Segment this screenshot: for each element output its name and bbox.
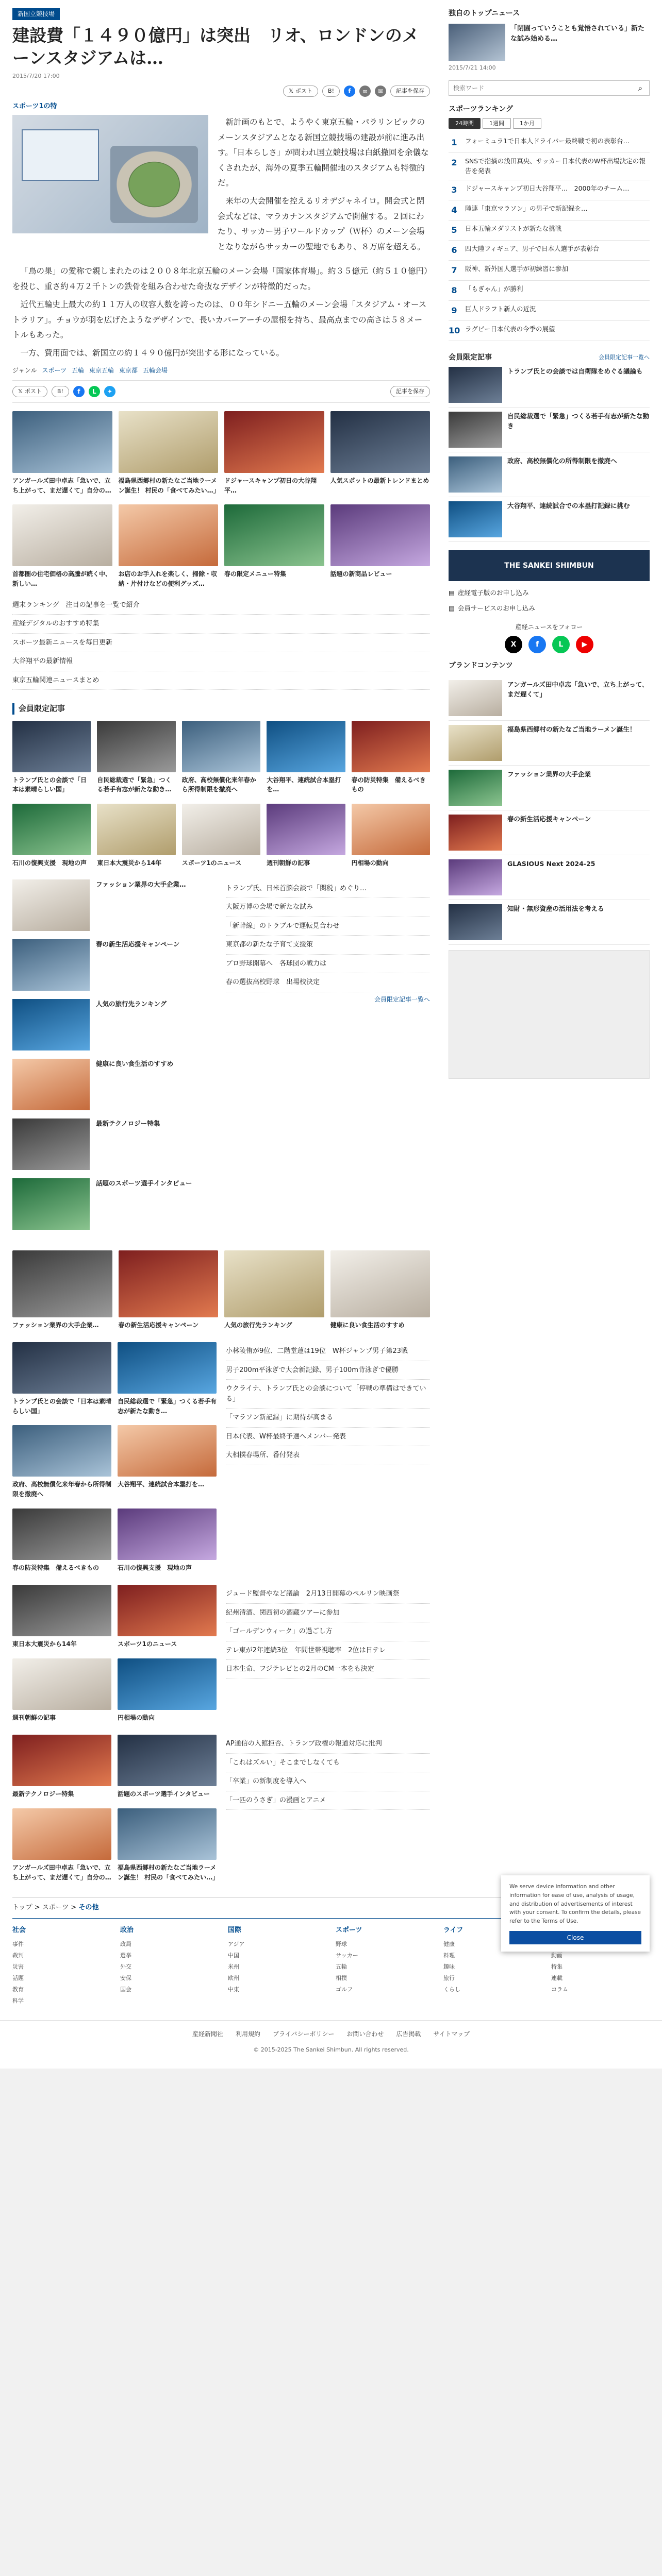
- card-thumbnail: [449, 412, 502, 448]
- small-grid: [12, 1342, 217, 1572]
- card-thumbnail: [118, 1658, 217, 1710]
- article-figure: [12, 115, 208, 258]
- article-kicker[interactable]: スポーツ1の特: [12, 103, 57, 111]
- left-card-column: [12, 1585, 217, 1722]
- publish-time: 2015/7/20 17:00: [12, 73, 60, 80]
- ranking-item[interactable]: 1 フォーミュラ1で日本人ドライバー最終戦で初の表彰台…: [449, 133, 650, 153]
- promo-card[interactable]: ファッション業界の大手企業…: [12, 1250, 112, 1330]
- card-thumbnail: [449, 770, 502, 806]
- small-card[interactable]: アンガールズ田中卓志「急いで、立ち上がって、まだ遅くて」自分の…: [12, 1808, 111, 1882]
- related-card[interactable]: 首都圏の住宅価格の高騰が続く中、新しい…: [12, 504, 112, 588]
- list-item[interactable]: 日本代表、W杯最終予選へメンバー発表: [226, 1428, 430, 1447]
- ranking-item[interactable]: 8 「もぎゃん」が勝利: [449, 281, 650, 301]
- promo-grid: [12, 1250, 430, 1330]
- list-item[interactable]: 東京五輪関連ニュースまとめ: [12, 671, 430, 690]
- card-thumbnail: [352, 721, 430, 772]
- card-thumbnail: [449, 815, 502, 851]
- card-thumbnail: [182, 804, 260, 855]
- small-card[interactable]: 春の防災特集 備えるべきもの: [12, 1509, 111, 1573]
- mini-card[interactable]: 最新テクノロジー特集: [12, 1118, 217, 1170]
- side-top-heading: 独自のトップニュース: [449, 9, 520, 18]
- youtube-icon[interactable]: ▶: [576, 636, 593, 653]
- card-thumbnail: [12, 1585, 111, 1636]
- list-item[interactable]: 春の選抜高校野球 出場校決定: [226, 973, 430, 992]
- search-icon: ⌕: [638, 83, 643, 93]
- x-icon[interactable]: X: [505, 636, 522, 653]
- follow-icons: [449, 636, 650, 653]
- breadcrumb: トップ > スポーツ > その他: [12, 1897, 650, 1918]
- x-icon: 𝕏: [18, 388, 23, 395]
- mini-card[interactable]: 春の新生活応援キャンペーン: [12, 939, 217, 991]
- small-card[interactable]: 政府、高校無償化来年春から所得制限を撤廃へ: [12, 1425, 111, 1499]
- document-icon: ▤: [449, 604, 455, 613]
- card-thumbnail: [182, 721, 260, 772]
- tag-link[interactable]: 五輪会場: [143, 366, 168, 374]
- list-item[interactable]: トランプ氏、日米首脳会談で「関税」めぐり…: [226, 879, 430, 899]
- article-top: [12, 115, 430, 258]
- card-thumbnail: [12, 1735, 111, 1786]
- article-paragraph: 来年の大会開催を控えるリオデジャネイロ。開会式と閉会式などは、マラカナンスタジアムで開催する。２回にわたり、サッカー男子ワールドカップ（Ｗ杯）のメーン会場となりながらサッカーの聖地でもあり、８万席を超える。: [218, 196, 425, 251]
- left-card-column: [12, 1735, 217, 1882]
- hatena-button[interactable]: B!: [52, 386, 69, 397]
- small-grid: [12, 1585, 217, 1722]
- side-card[interactable]: 福島県西郷村の新たなご当地ラーメン誕生！: [449, 721, 650, 766]
- save-article-button[interactable]: 記事を保存: [390, 86, 430, 97]
- member-card[interactable]: 政府、高校無償化来年春から所得制限を撤廃へ: [182, 721, 260, 794]
- related-card[interactable]: アンガールズ田中卓志「急いで、立ち上がって、まだ遅くて」自分の…: [12, 411, 112, 495]
- list-item[interactable]: 「卒業」の新制度を導入へ: [226, 1772, 430, 1791]
- ranking-item[interactable]: 10 ラグビー日本代表の今季の展望: [449, 321, 650, 341]
- small-card[interactable]: 円相場の動向: [118, 1658, 217, 1723]
- article-headline: 建設費「１４９０億円」は突出 リオ、ロンドンのメーンスタジアムは…: [12, 25, 419, 68]
- card-thumbnail: [12, 411, 112, 473]
- article-lead: [218, 115, 430, 258]
- breadcrumb-item[interactable]: トップ: [12, 1904, 32, 1912]
- member-card[interactable]: 大谷翔平、連続試合本塁打を…: [267, 721, 345, 794]
- card-thumbnail: [12, 1808, 111, 1860]
- list-item[interactable]: テレ東が2年連続3位 年間世帯視聴率 2位は日テレ: [226, 1641, 430, 1660]
- footer-col: ライフ 健康 料理 趣味 旅行 くらし: [443, 1926, 464, 1993]
- main-column: [12, 8, 430, 1882]
- ranking-list: [449, 133, 650, 341]
- list-item[interactable]: 小林陵侑が9位、二階堂蓮は19位 W杯ジャンプ男子第23戦: [226, 1342, 430, 1361]
- share-bar-top: [12, 86, 430, 97]
- footer-col: 動画 特集 連載 コラム: [551, 1952, 568, 1993]
- list-item[interactable]: 「一匹のうさぎ」の漫画とアニメ: [226, 1791, 430, 1810]
- news-list: [226, 1735, 430, 1810]
- save-article-button[interactable]: 記事を保存: [390, 386, 430, 397]
- search-input[interactable]: [449, 81, 632, 95]
- card-thumbnail: [118, 1509, 217, 1560]
- card-thumbnail: [449, 24, 505, 61]
- list-item[interactable]: 「マラソン新記録」に期待が高まる: [226, 1409, 430, 1428]
- small-card[interactable]: 自民総裁選で「緊急」つくる若手有志が新たな動き…: [118, 1342, 217, 1416]
- card-thumbnail: [118, 1342, 217, 1394]
- site-plan-drawing: [22, 129, 99, 181]
- bluesky-icon[interactable]: ✦: [104, 386, 115, 397]
- side-card[interactable]: GLASIOUS Next 2024-25: [449, 855, 650, 900]
- tab-24h[interactable]: 24時間: [449, 118, 481, 129]
- list-item[interactable]: 大谷翔平の最新情報: [12, 652, 430, 671]
- article-paragraph: 新計画のもとで、ようやく東京五輪・パラリンピックのメーンスタジアムとなる新国立競技場の建設が前に進み出す。「日本らしさ」が問われ国立競技場は白紙撤回を余儀なくされたが、海外の夏季五輪開催地のスタジアムも特徴的だ。: [218, 117, 429, 188]
- line-icon[interactable]: L: [89, 386, 100, 397]
- list-item[interactable]: プロ野球開幕へ 各球団の戦力は: [226, 955, 430, 974]
- side-card[interactable]: アンガールズ田中卓志「急いで、立ち上がって、まだ遅くて」: [449, 676, 650, 721]
- ranking-item[interactable]: 3 ドジャースキャンプ初日大谷翔平… 2000年のチーム…: [449, 180, 650, 200]
- small-card[interactable]: 石川の復興支援 現地の声: [118, 1509, 217, 1573]
- article-paragraph: 「鳥の巣」の愛称で親しまれたのは２００８年北京五輪のメーン会場「国家体育場」。約３５億元（約５１０億円）を投じ、重さ約４万２千トンの鉄骨を組み合わせた奇抜なデザインが特徴的だった。: [12, 266, 428, 291]
- card-thumbnail: [449, 367, 502, 403]
- card-thumbnail: [224, 1250, 324, 1317]
- side-card[interactable]: 知財・無形資産の活用法を考える: [449, 900, 650, 945]
- card-thumbnail: [12, 1425, 111, 1477]
- list-item[interactable]: 紀州清酒、関西初の酒蔵ツアーに参加: [226, 1604, 430, 1623]
- card-thumbnail: [119, 504, 219, 566]
- news-list: [226, 1342, 430, 1465]
- stadium-render: [110, 146, 198, 223]
- ranking-item[interactable]: 7 阪神、新外国人選手が初練習に参加: [449, 261, 650, 281]
- share-bar-bottom: [12, 380, 430, 403]
- document-icon: ▤: [449, 589, 455, 597]
- small-card[interactable]: 福島県西郷村の新たなご当地ラーメン誕生！ 村民の「食べてみたい…」: [118, 1808, 217, 1882]
- mail-icon[interactable]: ✉: [375, 86, 386, 97]
- article-tags: [12, 366, 430, 375]
- related-card[interactable]: 人気スポットの最新トレンドまとめ: [330, 411, 431, 495]
- card-thumbnail: [449, 680, 502, 716]
- facebook-icon[interactable]: f: [73, 386, 85, 397]
- side-feature-list: [449, 363, 650, 542]
- tab-1month[interactable]: 1か月: [513, 118, 541, 129]
- tag-link[interactable]: スポーツ: [42, 366, 67, 374]
- promo-card[interactable]: 春の新生活応援キャンペーン: [119, 1250, 219, 1330]
- footer-link[interactable]: 産経新聞社: [192, 2030, 223, 2038]
- right-list-column: [226, 1342, 430, 1572]
- tag-link[interactable]: 東京都: [119, 366, 138, 374]
- cookie-close-button[interactable]: Close: [509, 1931, 641, 1944]
- related-card[interactable]: 春の限定メニュー特集: [224, 504, 324, 588]
- card-thumbnail: [330, 411, 431, 473]
- card-thumbnail: [119, 1250, 219, 1317]
- small-card[interactable]: 東日本大震災から14年: [12, 1585, 111, 1649]
- small-card[interactable]: 週刊朝鮮の記事: [12, 1658, 111, 1723]
- line-icon[interactable]: L: [552, 636, 570, 653]
- member-card[interactable]: 週刊朝鮮の記事: [267, 804, 345, 868]
- related-card[interactable]: ドジャースキャンプ初日の大谷翔平…: [224, 411, 324, 495]
- card-thumbnail: [352, 804, 430, 855]
- list-item[interactable]: 東京都の新たな子育て支援策: [226, 936, 430, 955]
- card-thumbnail: [267, 721, 345, 772]
- copyright: © 2015-2025 The Sankei Shimbun. All rights reserved.: [253, 2046, 409, 2054]
- member-grid: [12, 721, 430, 868]
- footer-link[interactable]: 利用規約: [235, 2030, 260, 2038]
- small-card[interactable]: トランプ氏との会談で「日本は素晴らしい国」: [12, 1342, 111, 1416]
- content-two-col-2: [12, 1342, 430, 1572]
- ranking-header: [449, 104, 650, 114]
- footer-col: 政治 政局 選挙 外交 安保 国会: [120, 1926, 134, 1993]
- mini-card[interactable]: ファッション業界の大手企業…: [12, 879, 217, 931]
- card-thumbnail: [12, 879, 90, 931]
- footer-link[interactable]: 広告掲載: [396, 2030, 421, 2038]
- cookie-text: We serve device information and other information for ease of use, analysis of usage, and distribution of advertisements of interest with your consent. To confirm the details, please refer to the Terms of Use.: [509, 1884, 641, 1925]
- list-item[interactable]: 産経デジタルのおすすめ特集: [12, 615, 430, 634]
- card-thumbnail: [330, 1250, 431, 1317]
- ranking-item[interactable]: 4 陸連「東京マラソン」の男子で新記録を…: [449, 200, 650, 221]
- follow-text: 産経ニュースをフォロー: [515, 623, 583, 631]
- search-box: [449, 80, 650, 96]
- side-feature-header: [449, 352, 650, 363]
- sidebar: [449, 8, 650, 1882]
- x-post-button[interactable]: 𝕏 ポスト: [12, 386, 47, 397]
- mini-card[interactable]: 話題のスポーツ選手インタビュー: [12, 1178, 217, 1230]
- news-list: [226, 879, 430, 992]
- card-thumbnail: [449, 904, 502, 940]
- small-card[interactable]: 最新テクノロジー特集: [12, 1735, 111, 1799]
- list-item[interactable]: 「ゴールデンウィーク」の過ごし方: [226, 1622, 430, 1641]
- card-thumbnail: [97, 804, 175, 855]
- hatena-button[interactable]: B!: [322, 86, 340, 97]
- tag-link[interactable]: 五輪: [72, 366, 85, 374]
- list-item[interactable]: 大相撲春場所、番付発表: [226, 1446, 430, 1465]
- card-thumbnail: [12, 999, 90, 1050]
- footer-link[interactable]: プライバシーポリシー: [272, 2030, 335, 2038]
- right-list-column: [226, 1735, 430, 1882]
- card-thumbnail: [12, 1658, 111, 1710]
- card-thumbnail: [12, 1059, 90, 1110]
- related-card[interactable]: お店のお手入れを楽しく、掃除・収納・片付けなどの便利グッズ…: [119, 504, 219, 588]
- small-grid: [12, 1735, 217, 1882]
- mini-card[interactable]: 健康に良い食生活のすすめ: [12, 1059, 217, 1110]
- card-thumbnail: [118, 1425, 217, 1477]
- side-card[interactable]: ファッション業界の大手企業: [449, 766, 650, 810]
- side-feature-heading: 会員限定記事: [449, 353, 492, 362]
- card-thumbnail: [224, 504, 324, 566]
- card-thumbnail: [12, 721, 91, 772]
- footer-col: 国際 アジア 中国 米州 欧州 中東: [228, 1926, 245, 1993]
- right-list-column: [226, 879, 430, 1238]
- member-card[interactable]: トランプ氏との会談で「日本は素晴らしい国」: [12, 721, 91, 794]
- card-thumbnail: [118, 1735, 217, 1786]
- breadcrumb-item: その他: [78, 1904, 99, 1912]
- card-thumbnail: [330, 504, 431, 566]
- card-thumbnail: [97, 721, 175, 772]
- cookie-notice: [501, 1875, 650, 1952]
- member-link[interactable]: ▤ 会員サービスのお申し込み: [449, 601, 650, 616]
- x-post-button[interactable]: 𝕏 ポスト: [283, 86, 318, 97]
- ranking-item[interactable]: 5 日本五輪メダリストが新たな挑戦: [449, 221, 650, 241]
- list-item[interactable]: 日本生命、フジテレビとの2月のCM一本をも決定: [226, 1660, 430, 1679]
- member-more-link[interactable]: 会員限定記事一覧へ: [374, 995, 430, 1003]
- list-item[interactable]: 「これはズルい」そこまでしなくても: [226, 1754, 430, 1773]
- search-button[interactable]: [632, 81, 649, 95]
- tab-1week[interactable]: 1週間: [483, 118, 511, 129]
- content-two-col-3: [12, 1585, 430, 1722]
- list-item[interactable]: AP通信の入館拒否、トランプ政権の報道対応に批判: [226, 1735, 430, 1754]
- list-item[interactable]: 大阪万博の会場で新たな試み: [226, 898, 430, 917]
- sankei-banner[interactable]: THE SANKEI SHIMBUN: [449, 550, 650, 581]
- article-paragraph: 近代五輪史上最大の約１１万人の収容人数を誇ったのは、００年シドニー五輪のメーン会場「スタジアム・オーストラリア」。チョウが羽を広げたようなデザインで、長いカバーアーチの屋根を持ち、最高点までの高さは５８メートルもあった。: [12, 300, 427, 340]
- ranking-item[interactable]: 9 巨人ドラフト新人の近況: [449, 301, 650, 321]
- member-card[interactable]: 東日本大震災から14年: [97, 804, 175, 868]
- member-card[interactable]: 春の防災特集 備えるべきもの: [352, 721, 430, 794]
- footer-link[interactable]: お問い合わせ: [346, 2030, 384, 2038]
- side-card[interactable]: 政府、高校無償化の所得制限を撤廃へ: [449, 452, 650, 497]
- ranking-item[interactable]: 2 SNSで指摘の浅田真央、サッカー日本代表のW杯出場決定の報告を発表: [449, 153, 650, 180]
- side-top-time: 2015/7/21 14:00: [449, 64, 496, 72]
- footer-bottom: [0, 2020, 662, 2069]
- related-card[interactable]: 福島県西郷村の新たなご当地ラーメン誕生！ 村民の「食べてみたい…」: [119, 411, 219, 495]
- subscribe-link[interactable]: ▤ 産経電子版のお申し込み: [449, 585, 650, 601]
- promo-card[interactable]: 健康に良い食生活のすすめ: [330, 1250, 431, 1330]
- list-item[interactable]: 「新幹線」のトラブルで運転見合わせ: [226, 917, 430, 936]
- footer-col: スポーツ 野球 サッカー 五輪 相撲 ゴルフ: [336, 1926, 362, 1993]
- left-card-column: [12, 879, 217, 1238]
- list-item[interactable]: ジュード監督やなど議論 2月13日開幕のペルリン映画祭: [226, 1585, 430, 1604]
- right-list-column: [226, 1585, 430, 1722]
- left-card-column: [12, 1342, 217, 1572]
- related-text-list: [12, 596, 430, 690]
- member-card[interactable]: スポーツ1のニュース: [182, 804, 260, 868]
- card-thumbnail: [118, 1808, 217, 1860]
- small-card[interactable]: スポーツ1のニュース: [118, 1585, 217, 1649]
- facebook-icon[interactable]: f: [528, 636, 546, 653]
- card-thumbnail: [449, 501, 502, 537]
- article-paragraph: 一方、費用面では、新国立の約１４９０億円が突出する形になっている。: [20, 348, 285, 358]
- related-grid: [12, 411, 430, 588]
- member-section-heading: 会員限定記事: [12, 703, 430, 715]
- tag-link[interactable]: 東京五輪: [89, 366, 114, 374]
- facebook-icon[interactable]: f: [344, 86, 355, 97]
- side-card[interactable]: トランプ氏との会談では自衛隊をめぐる議論も: [449, 363, 650, 408]
- card-thumbnail: [449, 725, 502, 761]
- card-thumbnail: [12, 1342, 111, 1394]
- side-card[interactable]: 自民総裁選で「緊急」つくる若手有志が新たな動き: [449, 408, 650, 452]
- card-thumbnail: [12, 1178, 90, 1230]
- card-thumbnail: [12, 939, 90, 991]
- card-thumbnail: [12, 1250, 112, 1317]
- list-item[interactable]: スポーツ最新ニュースを毎日更新: [12, 634, 430, 653]
- card-thumbnail: [119, 411, 219, 473]
- card-thumbnail: [449, 456, 502, 493]
- mini-card[interactable]: 人気の旅行先ランキング: [12, 999, 217, 1050]
- ranking-item[interactable]: 6 四大陸フィギュア、男子で日本人選手が表彰台: [449, 241, 650, 261]
- list-item[interactable]: 男子200m平泳ぎで大会新記録、男子100m背泳ぎで優勝: [226, 1361, 430, 1380]
- list-item[interactable]: ウクライナ、トランプ氏との会談について「停戦の準備はできている」: [226, 1380, 430, 1409]
- card-thumbnail: [449, 859, 502, 895]
- link-icon[interactable]: ∞: [359, 86, 371, 97]
- side-card[interactable]: 春の新生活応援キャンペーン: [449, 810, 650, 855]
- card-thumbnail: [12, 504, 112, 566]
- promo-card[interactable]: 人気の旅行先ランキング: [224, 1250, 324, 1330]
- card-thumbnail: [118, 1585, 217, 1636]
- side-card[interactable]: 大谷翔平、連続試合での本塁打記録に挑む: [449, 497, 650, 542]
- ad-slot[interactable]: [449, 950, 650, 1079]
- brand-content-list: [449, 676, 650, 945]
- list-item[interactable]: 週末ランキング 注目の記事を一覧で紹介: [12, 596, 430, 615]
- content-two-col: [12, 879, 430, 1238]
- footer-link[interactable]: サイトマップ: [433, 2030, 470, 2038]
- footer-links: [0, 2030, 662, 2039]
- category-badge[interactable]: 新国立競技場: [12, 8, 60, 20]
- related-card[interactable]: 話題の新商品レビュー: [330, 504, 431, 588]
- ranking-tabs: [449, 118, 650, 129]
- breadcrumb-item[interactable]: スポーツ: [42, 1904, 69, 1912]
- card-thumbnail: [267, 804, 345, 855]
- small-card[interactable]: 話題のスポーツ選手インタビュー: [118, 1735, 217, 1799]
- card-thumbnail: [12, 804, 91, 855]
- member-card[interactable]: 石川の復興支援 現地の声: [12, 804, 91, 868]
- content-two-col-4: [12, 1735, 430, 1882]
- tag-label: ジャンル: [12, 366, 37, 374]
- card-thumbnail: [224, 411, 324, 473]
- stadium-illustration[interactable]: [12, 115, 208, 233]
- card-thumbnail: [12, 1118, 90, 1170]
- small-card[interactable]: 大谷翔平、連続試合本塁打を…: [118, 1425, 217, 1499]
- footer-col: 社会 事件 裁判 災害 話題 教育 科学: [12, 1926, 26, 2004]
- news-list: [226, 1585, 430, 1679]
- x-icon: 𝕏: [289, 88, 294, 95]
- side-top-news[interactable]: 「閉園っていうことも覚悟されている」新たな試み始める…: [449, 24, 650, 61]
- ranking-heading: スポーツランキング: [449, 105, 514, 114]
- side-feature-more[interactable]: 会員限定記事一覧へ: [599, 354, 650, 361]
- member-card[interactable]: 円相場の動向: [352, 804, 430, 868]
- member-card[interactable]: 自民総裁選で「緊急」つくる若手有志が新たな動き…: [97, 721, 175, 794]
- brand-content-heading: ブランドコンテンツ: [449, 661, 513, 670]
- card-thumbnail: [12, 1509, 111, 1560]
